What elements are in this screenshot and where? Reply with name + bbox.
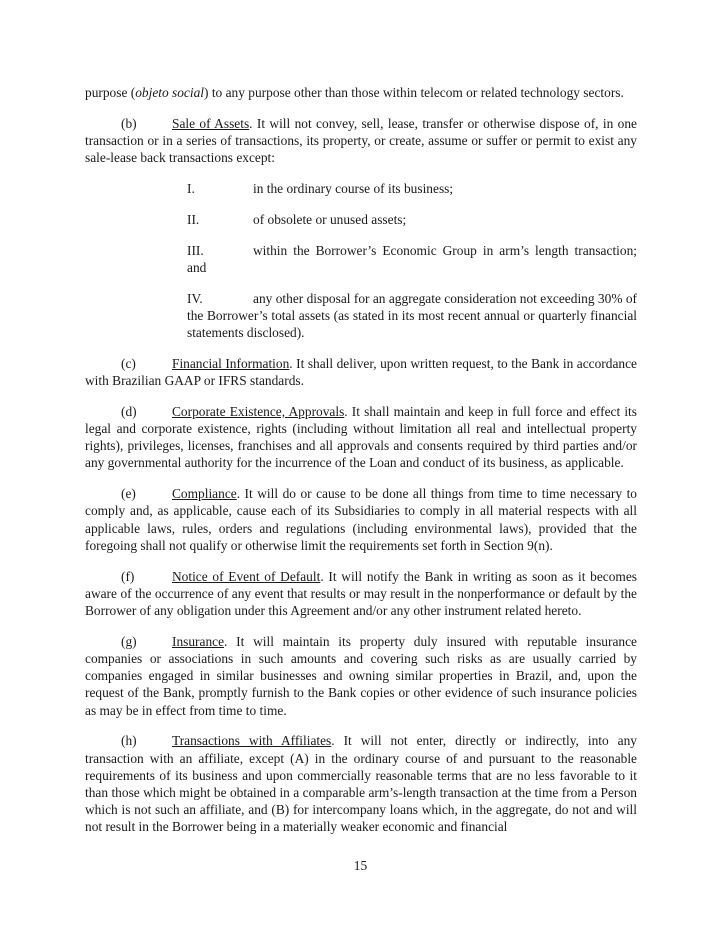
document-page	[85, 84, 637, 849]
list-item-text: in the ordinary course of its business;	[253, 181, 454, 196]
section-text: . It will notify the Bank in writing as soon as it becomes aware of the occurrence of any event that results or may result in the nonperformance or default by the Borrower of any obligation under this Agreement and/or any other instrument related hereto.	[85, 568, 638, 619]
section-title: Notice of Event of Default	[172, 568, 321, 584]
section-label: (d)	[121, 403, 137, 419]
section-text: . It will not convey, sell, lease, transfer or otherwise dispose of, in one transaction or in a series of transactions, its property, or create, assume or suffer or permit to exist any sale-lease back transactions except:	[85, 115, 637, 166]
intro-paragraph: purpose (objeto social) to any purpose other than those within telecom or related technology sectors.	[85, 85, 624, 100]
section-title: Sale of Assets	[172, 115, 250, 131]
section-title: Transactions with Affiliates	[172, 733, 332, 749]
section-d-paragraph	[85, 403, 637, 472]
section-text: . It shall maintain and keep in full force and effect its legal and corporate existence, rights (including without limitation all real and intellectual property rights), privileges, licenses, franchises and all approvals and consents required by third parties and/or any governmental authority for the incurrence of the Loan and conduct of its business, as applicable.	[85, 403, 637, 471]
section-label: (c)	[121, 355, 136, 371]
list-item-number: II.	[187, 211, 200, 227]
section-g-paragraph	[85, 633, 637, 719]
list-item	[187, 290, 637, 342]
section-label: (h)	[121, 733, 137, 749]
section-text: . It will maintain its property duly insured with reputable insurance companies or associations in such amounts and covering such risks as are usually carried by companies engaged in similar businesses and owning similar properties in Brazil, and, upon the request of the Bank, promptly furnish to the Bank copies or other evidence of such insurance policies as may be in effect from time to time.	[85, 633, 637, 718]
section-h-paragraph	[85, 732, 637, 835]
section-label: (f)	[121, 568, 135, 584]
section-label: (g)	[121, 633, 137, 649]
list-item-number: III.	[187, 242, 204, 258]
section-title: Financial Information	[172, 355, 290, 371]
section-f-paragraph	[85, 568, 637, 620]
list-item	[187, 180, 637, 197]
section-label: (b)	[121, 115, 137, 131]
list-item	[187, 242, 637, 276]
section-title: Compliance	[172, 486, 237, 502]
page-number: 15	[353, 858, 368, 873]
section-c-paragraph	[85, 355, 637, 389]
objeto-social-term: objeto social	[135, 85, 205, 100]
list-item	[187, 211, 637, 228]
section-text: . It shall deliver, upon written request, to the Bank in accordance with Brazilian GAAP or IFRS standards.	[85, 355, 637, 388]
section-e-paragraph	[85, 485, 637, 554]
section-text: . It will do or cause to be done all things from time to time necessary to comply and, as applicable, cause each of its Subsidiaries to comply in all material respects with all applicable laws, rules, orders and regulations (including environmental laws), provided that the foregoing shall not qualify or otherwise limit the requirements set forth in Section 9(n).	[85, 486, 637, 553]
list-item-text: of obsolete or unused assets;	[253, 211, 407, 227]
list-item-number: IV.	[187, 290, 203, 306]
section-title: Insurance	[172, 633, 225, 649]
section-title: Corporate Existence, Approvals	[172, 403, 345, 419]
list-item-number: I.	[187, 181, 195, 196]
section-b-paragraph	[85, 115, 637, 167]
list-item-text: within the Borrower’s Economic Group in arm’s length transaction; and	[187, 242, 637, 275]
section-text: . It will not enter, directly or indirectly, into any transaction with an affiliate, except (A) in the ordinary course of and pursuant to the reasonable requirements of its business and upon commercially reasonable terms that are no less favorable to it than those which might be obtained in a comparable arm’s-length transaction at the time from a Person which is not such an affiliate, and (B) for intercompany loans which, in the aggregate, do not and will not result in the Borrower being in a materially weaker economic and financial	[85, 733, 637, 835]
list-item-text: any other disposal for an aggregate consideration not exceeding 30% of the Borrower’s total assets (as stated in its most recent annual or quarterly financial statements disclosed).	[187, 290, 637, 340]
section-label: (e)	[121, 486, 136, 502]
